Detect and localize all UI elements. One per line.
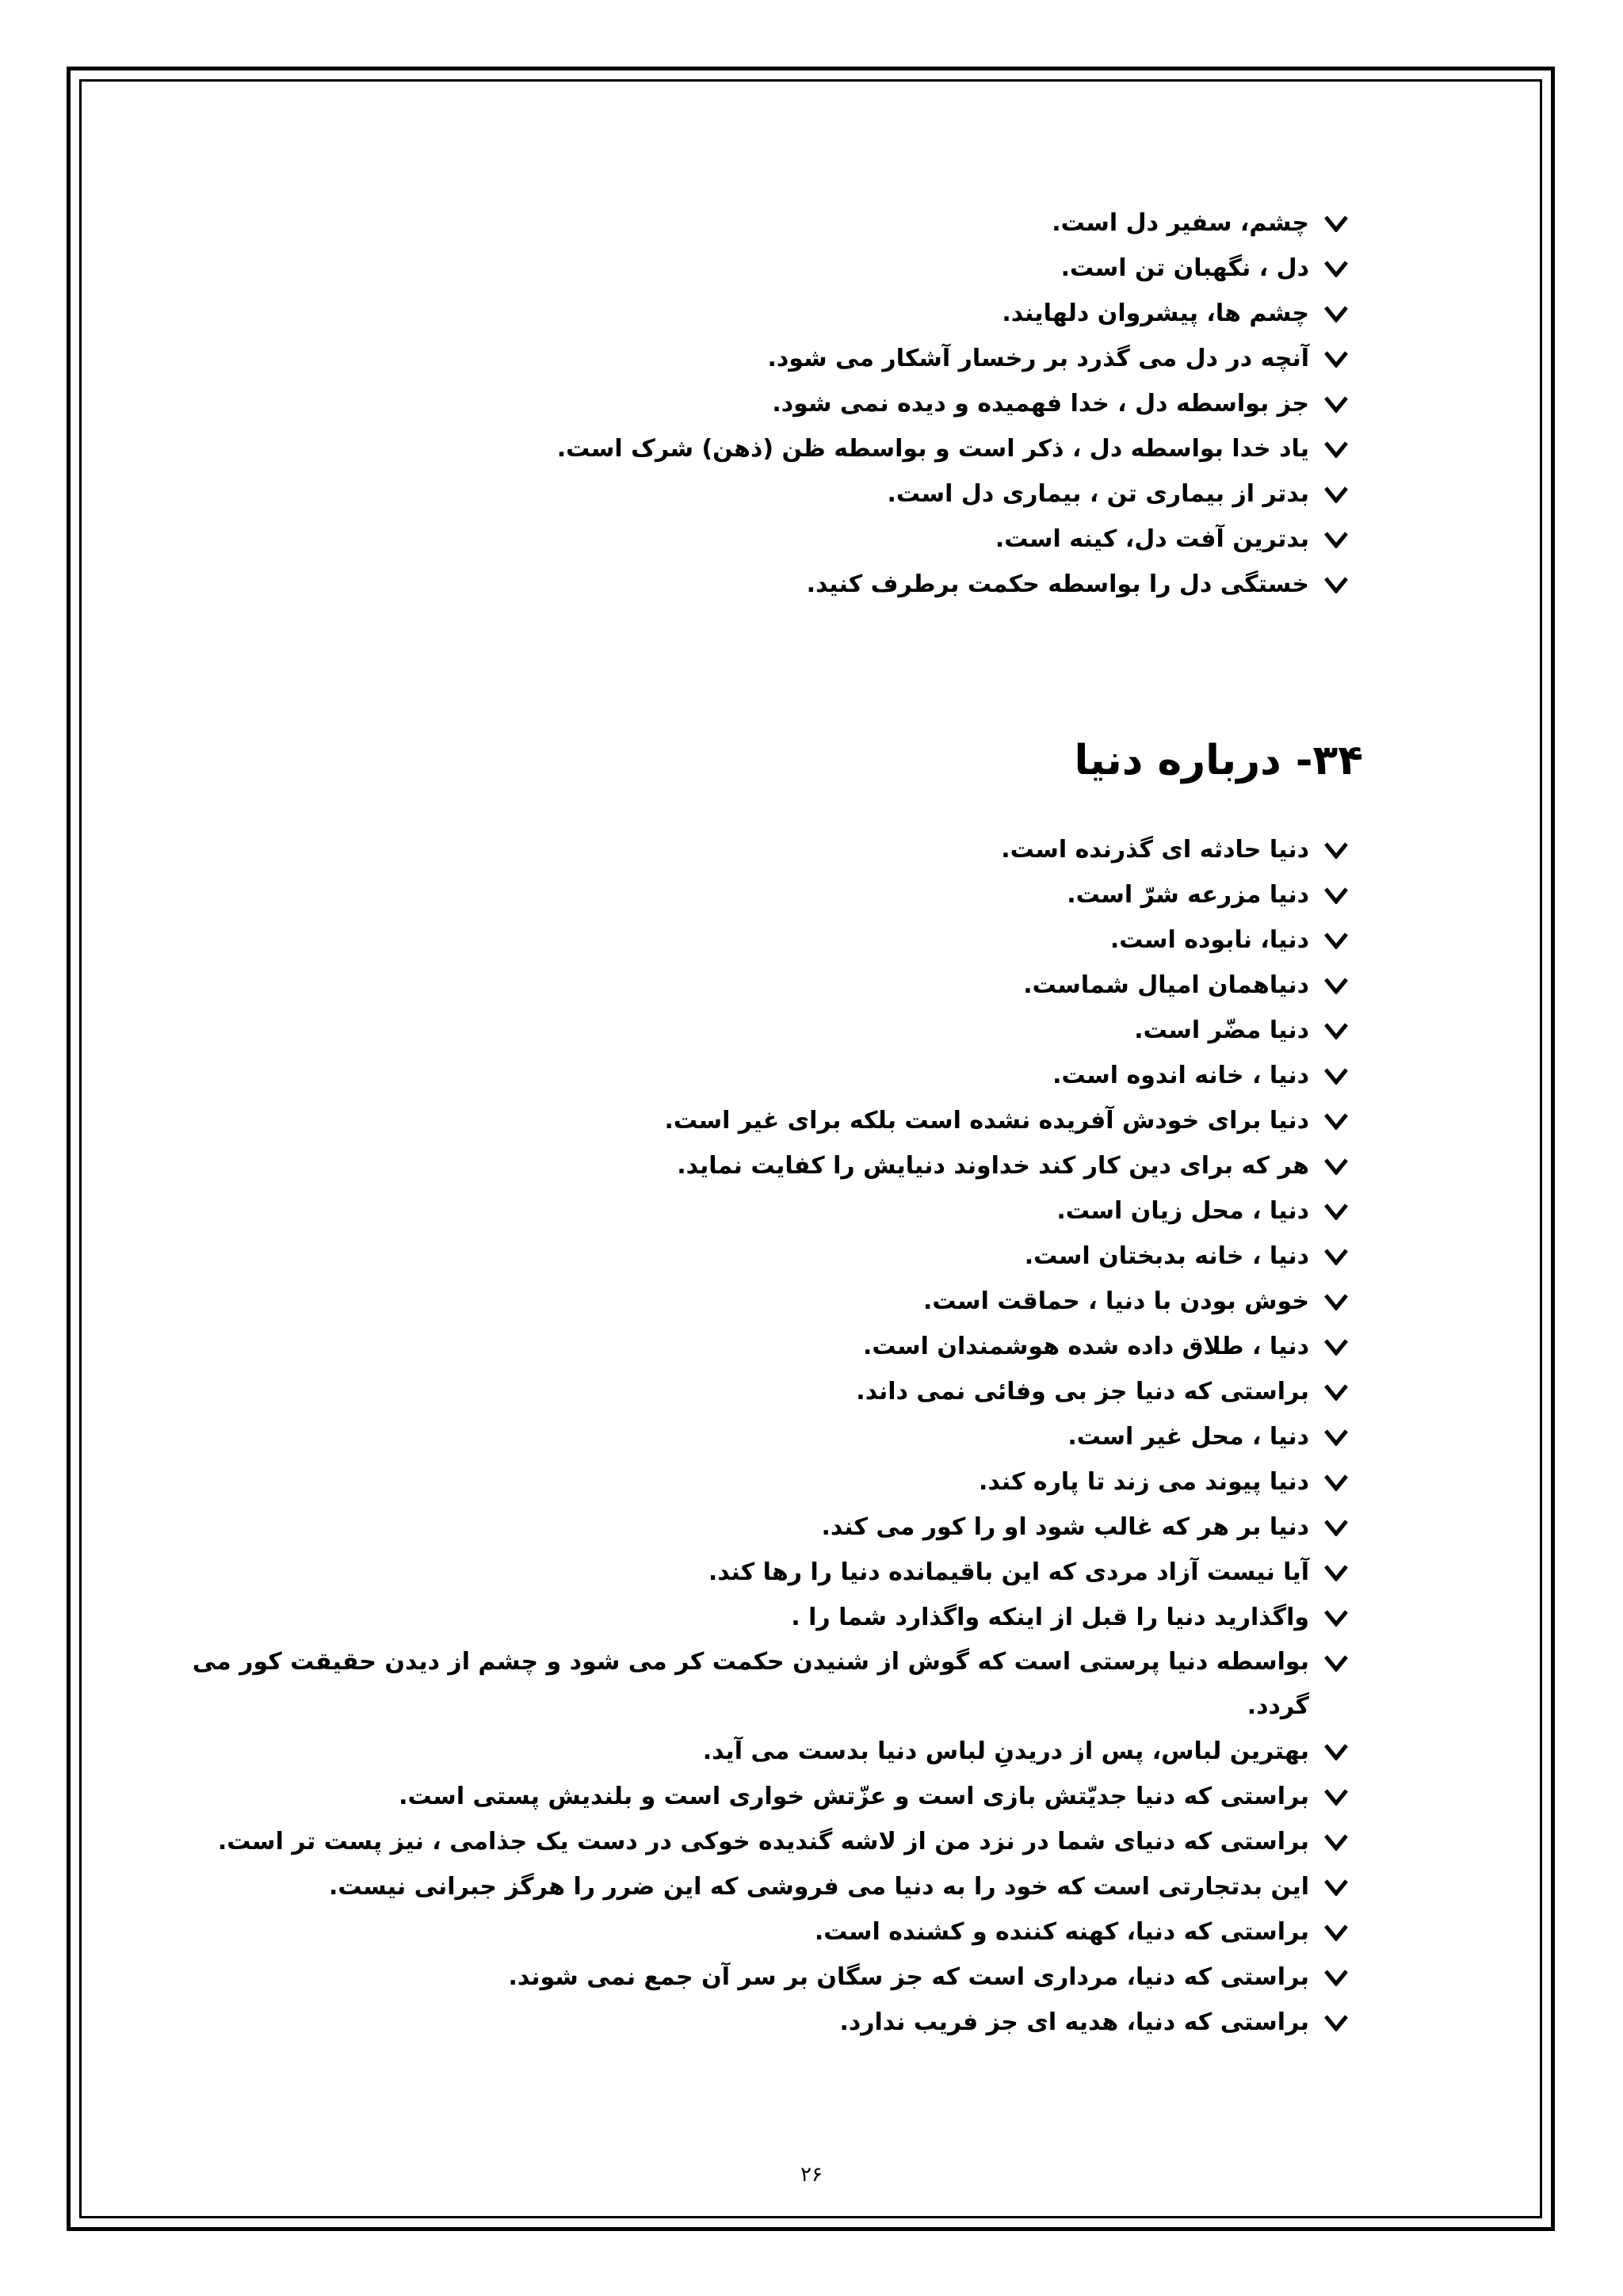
list-item	[190, 1909, 1363, 1955]
list-item-text: چشم ها، پیشروان دلهایند.	[1002, 299, 1309, 327]
list-item-text: خوش بودن با دنیا ، حماقت است.	[922, 1287, 1309, 1315]
list-item	[190, 1188, 1363, 1234]
check-icon	[1309, 2000, 1363, 2045]
list-item-text: دنیا حادثه ای گذرنده است.	[1001, 836, 1309, 864]
check-icon	[1309, 1414, 1363, 1459]
list-item	[190, 1053, 1363, 1098]
check-icon	[1309, 246, 1363, 291]
check-icon	[1309, 1729, 1363, 1774]
list-item-text: براستی که دنیا جدیّتش بازی است و عزّتش خواری است و بلندیش پستی است.	[399, 1783, 1309, 1810]
list-item	[190, 562, 1363, 607]
list-item	[190, 1234, 1363, 1279]
list-item	[190, 2000, 1363, 2045]
list-item-text: دنیا، نابوده است.	[1109, 926, 1309, 954]
list-item-text: دنیا ، خانه بدبختان است.	[1024, 1242, 1309, 1270]
check-icon	[1309, 471, 1363, 517]
list-item-text: جز بواسطه دل ، خدا فهمیده و دیده نمی شود.	[772, 390, 1309, 418]
list-item-text: بواسطه دنیا پرستی است که گوش از شنیدن حکمت کر می شود و چشم از دیدن حقیقت کور می گردد.	[192, 1648, 1309, 1720]
check-icon	[1309, 1640, 1363, 1685]
list-item-text: این بدتجارتی است که خود را به دنیا می فروشی که این ضرر را هرگز جبرانی نیست.	[328, 1873, 1309, 1901]
list-item	[190, 1098, 1363, 1143]
list-item-text: یاد خدا بواسطه دل ، ذکر است و بواسطه ظن (ذهن) شرک است.	[556, 435, 1309, 463]
bullet-list-heart	[190, 200, 1363, 607]
check-icon	[1309, 1550, 1363, 1595]
check-icon	[1309, 1098, 1363, 1143]
list-item	[190, 1864, 1363, 1909]
check-icon	[1309, 1324, 1363, 1369]
list-item-text: دنیا ، محل زیان است.	[1056, 1197, 1309, 1225]
list-item	[190, 517, 1363, 562]
check-icon	[1309, 872, 1363, 917]
list-item-text: براستی که دنیا، کهنه کننده و کشنده است.	[814, 1918, 1309, 1946]
check-icon	[1309, 963, 1363, 1008]
list-item-text: دل ، نگهبان تن است.	[1060, 254, 1309, 282]
list-item-text: دنیا برای خودش آفریده نشده است بلکه برای غیر است.	[664, 1107, 1309, 1135]
check-icon	[1309, 1008, 1363, 1053]
bullet-list-world	[190, 827, 1363, 2045]
check-icon	[1309, 1143, 1363, 1188]
check-icon	[1309, 1369, 1363, 1414]
list-item	[190, 963, 1363, 1008]
list-item-text: آنچه در دل می گذرد بر رخسار آشکار می شود.	[767, 345, 1309, 372]
list-item-text: بدترین آفت دل، کینه است.	[995, 525, 1309, 553]
list-item	[190, 1143, 1363, 1188]
list-item	[190, 1414, 1363, 1459]
list-item-text: چشم، سفیر دل است.	[1052, 209, 1309, 237]
check-icon	[1309, 1909, 1363, 1955]
list-item-text: دنیا پیوند می زند تا پاره کند.	[979, 1468, 1309, 1496]
check-icon	[1309, 200, 1363, 246]
list-item	[190, 1459, 1363, 1505]
list-item-text: بدتر از بیماری تن ، بیماری دل است.	[887, 480, 1309, 508]
check-icon	[1309, 1505, 1363, 1550]
list-item	[190, 872, 1363, 917]
list-item-text: آیا نیست آزاد مردی که این باقیمانده دنیا را رها کند.	[708, 1558, 1309, 1586]
list-item	[190, 426, 1363, 471]
list-item-text: دنیا ، محل غیر است.	[1067, 1423, 1309, 1451]
list-item	[190, 381, 1363, 426]
list-item-text: بهترین لباس، پس از دریدنِ لباس دنیا بدست می آید.	[702, 1737, 1309, 1765]
check-icon	[1309, 562, 1363, 607]
list-item-text: دنیا مضّر است.	[1134, 1016, 1309, 1044]
list-item	[190, 1369, 1363, 1414]
check-icon	[1309, 917, 1363, 963]
list-item	[190, 1640, 1363, 1729]
check-icon	[1309, 1864, 1363, 1909]
list-item	[190, 471, 1363, 517]
check-icon	[1309, 1955, 1363, 2000]
check-icon	[1309, 1188, 1363, 1234]
list-item-text: دنیا مزرعه شرّ است.	[1067, 881, 1309, 909]
check-icon	[1309, 1234, 1363, 1279]
check-icon	[1309, 1595, 1363, 1640]
check-icon	[1309, 1774, 1363, 1819]
list-item-text: واگذارید دنیا را قبل از اینکه واگذارد شما را .	[791, 1604, 1309, 1631]
list-item	[190, 1008, 1363, 1053]
list-item	[190, 1595, 1363, 1640]
check-icon	[1309, 1819, 1363, 1864]
list-item	[190, 827, 1363, 872]
check-icon	[1309, 291, 1363, 336]
list-item	[190, 1550, 1363, 1595]
section-heading: ۳۴- درباره دنیا	[1074, 737, 1363, 784]
list-item	[190, 1279, 1363, 1324]
list-item-text: براستی که دنیا جز بی وفائی نمی داند.	[856, 1378, 1309, 1405]
check-icon	[1309, 1459, 1363, 1505]
list-item	[190, 1505, 1363, 1550]
page-number: ۲۶	[800, 2163, 823, 2187]
check-icon	[1309, 381, 1363, 426]
list-item-text: دنیا بر هر که غالب شود او را کور می کند.	[821, 1513, 1309, 1541]
list-item-text: براستی که دنیا، هدیه ای جز فریب ندارد.	[839, 2008, 1309, 2036]
list-item	[190, 291, 1363, 336]
list-item	[190, 1729, 1363, 1774]
check-icon	[1309, 1053, 1363, 1098]
list-item	[190, 1955, 1363, 2000]
list-item	[190, 917, 1363, 963]
check-icon	[1309, 1279, 1363, 1324]
check-icon	[1309, 517, 1363, 562]
list-item	[190, 246, 1363, 291]
list-item-text: دنیا ، خانه اندوه است.	[1052, 1062, 1309, 1089]
list-item	[190, 1324, 1363, 1369]
check-icon	[1309, 336, 1363, 381]
list-item-text: دنیا ، طلاق داده شده هوشمندان است.	[862, 1333, 1309, 1360]
list-item-text: براستی که دنیا، مرداری است که جز سگان بر سر آن جمع نمی شوند.	[508, 1963, 1309, 1991]
page-content	[190, 0, 1363, 2296]
list-item-text: براستی که دنیای شما در نزد من از لاشه گندیده خوکی در دست یک جذامی ، نیز پست تر است.	[217, 1828, 1309, 1855]
list-item	[190, 336, 1363, 381]
list-item	[190, 200, 1363, 246]
list-item-text: خستگی دل را بواسطه حکمت برطرف کنید.	[806, 570, 1309, 598]
list-item-text: هر که برای دین کار کند خداوند دنیایش را کفایت نماید.	[677, 1152, 1309, 1180]
check-icon	[1309, 426, 1363, 471]
check-icon	[1309, 827, 1363, 872]
list-item-text: دنیاهمان امیال شماست.	[1023, 971, 1309, 999]
list-item	[190, 1819, 1363, 1864]
list-item	[190, 1774, 1363, 1819]
